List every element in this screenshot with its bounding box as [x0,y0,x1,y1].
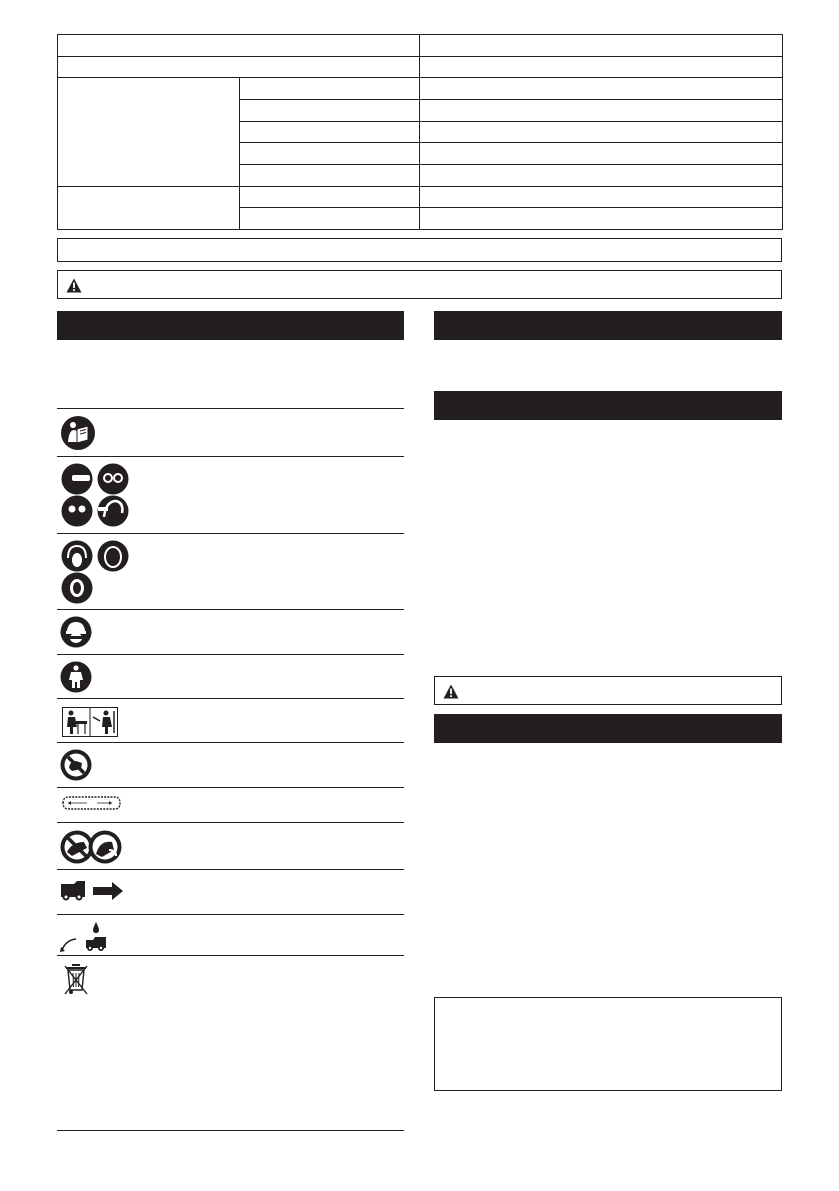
divider [57,698,404,699]
ear-protection-icon [60,540,130,604]
warning-box [57,270,782,299]
guide-bar-length-icon [60,795,122,811]
specification-table [57,34,783,230]
divider [57,822,404,823]
kickback-warning-icon [60,830,122,864]
note-box [434,997,782,1091]
divider [57,456,404,457]
divider [57,533,404,534]
section-heading-bar [434,714,782,743]
divider [57,955,404,956]
protective-clothing-icon [60,661,92,693]
crossed-bin-icon [63,962,89,996]
table-row [58,56,783,78]
divider [57,787,404,788]
section-heading-bar [57,311,404,340]
table-row [58,35,783,57]
safety-helmet-icon [60,616,92,648]
divider [57,609,404,610]
chain-direction-icon [60,880,124,904]
no-one-hand-icon [60,749,92,781]
warning-triangle-icon [443,684,459,699]
divider [57,914,404,915]
eye-protection-icon [60,463,130,527]
divider [57,869,404,870]
divider [57,1130,404,1131]
two-hand-operation-icon [62,707,118,737]
section-heading-bar [434,311,782,340]
divider [57,742,404,743]
chain-oil-icon [60,920,108,952]
note-box [57,238,782,262]
section-heading-bar [434,391,782,420]
warning-triangle-icon [66,278,82,293]
read-manual-icon [60,415,96,451]
table-row [58,186,783,208]
divider [57,654,404,655]
divider [57,408,404,409]
table-row [58,78,783,100]
warning-box [434,676,782,705]
